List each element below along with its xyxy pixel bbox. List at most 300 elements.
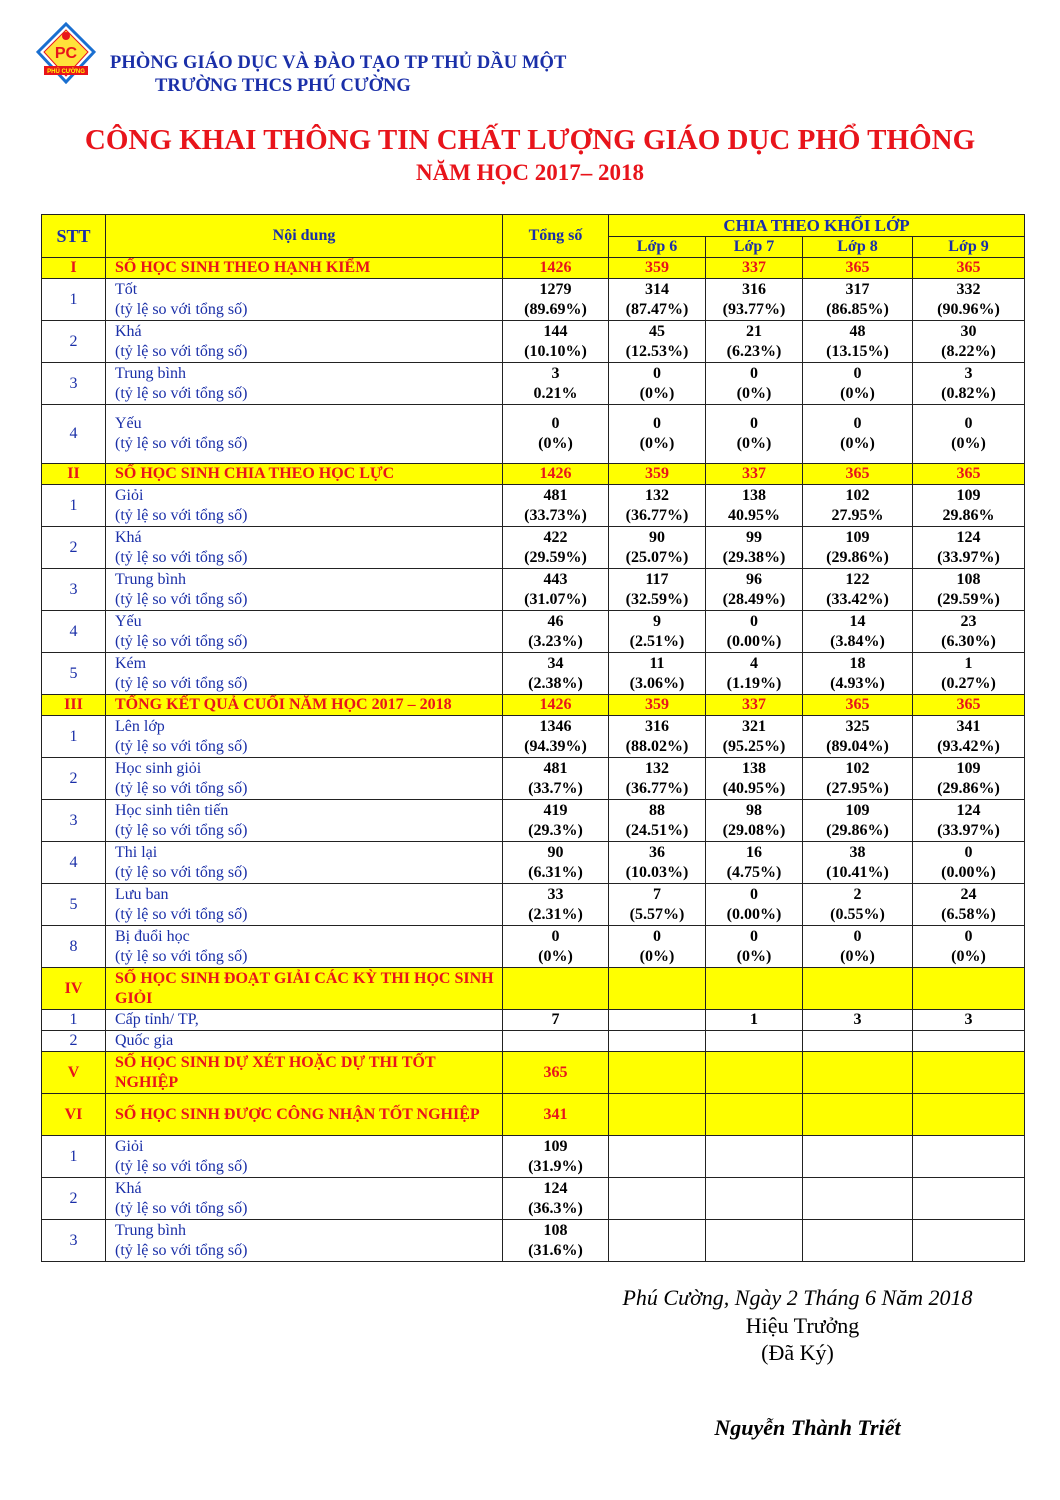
row-grade-8-text: (29.86%) [826, 821, 889, 839]
row-grade-9-text: 23 [960, 612, 977, 630]
row-grade-9-text: 29.86% [942, 506, 995, 524]
row-grade-7 [706, 1178, 803, 1220]
row-label-text: SỐ HỌC SINH CHIA THEO HỌC LỰC [115, 465, 395, 482]
row-total-text: 443 [543, 570, 568, 588]
row-total-text: 481 [543, 759, 568, 777]
row-grade-7-text: 0 [750, 927, 758, 945]
row-grade-7 [706, 758, 803, 800]
row-grade-9-text: 332 [956, 280, 981, 298]
row-total-text: (31.9%) [528, 1157, 583, 1175]
row-label-text: (tỷ lệ so với tổng số) [115, 548, 248, 566]
row-label [106, 716, 503, 758]
row-stt [42, 653, 106, 695]
row-grade-8 [803, 363, 913, 405]
row-grade-6-text: 359 [645, 465, 669, 482]
row-grade-9 [913, 884, 1025, 926]
row-grade-8-text: 122 [845, 570, 870, 588]
signature-status: (Đã Ký) [761, 1340, 834, 1365]
row-grade-7 [706, 842, 803, 884]
row-grade-7-text: (29.08%) [722, 821, 786, 839]
row-label-text: (tỷ lệ so với tổng số) [115, 1241, 248, 1259]
row-grade-9 [913, 569, 1025, 611]
row-total [503, 1178, 609, 1220]
row-grade-8-text: (86.85%) [826, 300, 889, 318]
row-stt-text: 2 [69, 1189, 78, 1207]
row-grade-8-text: (3.84%) [830, 632, 885, 650]
row-stt-text: 1 [69, 496, 78, 514]
row-total-text: (31.07%) [524, 590, 587, 608]
row-grade-8 [803, 716, 913, 758]
row-grade-6-text: (5.57%) [629, 905, 685, 923]
row-stt [42, 321, 106, 363]
row-label-text: (tỷ lệ so với tổng số) [115, 863, 248, 881]
row-grade-9 [913, 405, 1025, 464]
statistics-table [41, 214, 1025, 1262]
row-stt [42, 716, 106, 758]
row-total-text: 422 [543, 528, 568, 546]
row-grade-9 [913, 611, 1025, 653]
row-grade-7 [706, 569, 803, 611]
row-grade-6-text: (87.47%) [625, 300, 689, 318]
row-grade-7 [706, 884, 803, 926]
row-grade-7-text: 138 [742, 759, 766, 777]
row-total-text: 1426 [539, 259, 572, 276]
row-grade-6 [609, 485, 706, 527]
row-grade-6 [609, 926, 706, 968]
row-label [106, 1052, 503, 1094]
row-total-text: 33 [547, 885, 564, 903]
row-stt [42, 258, 106, 279]
row-grade-6 [609, 1094, 706, 1136]
row-total [503, 716, 609, 758]
row-grade-7 [706, 1094, 803, 1136]
row-grade-6-text: 36 [649, 843, 665, 861]
row-label-text: (tỷ lệ so với tổng số) [115, 947, 248, 965]
row-grade-8-text: 38 [849, 843, 866, 861]
row-total [503, 527, 609, 569]
row-grade-7-text: (95.25%) [722, 737, 786, 755]
row-grade-6-text: 11 [649, 654, 665, 672]
row-grade-8 [803, 527, 913, 569]
row-label [106, 485, 503, 527]
row-stt-text: 1 [69, 727, 78, 745]
table-header-row-1 [42, 215, 1025, 237]
row-grade-7 [706, 800, 803, 842]
row-label-text: Khá [115, 1179, 142, 1197]
row-label [106, 405, 503, 464]
row-stt [42, 1031, 106, 1052]
signature-date: Phú Cường, Ngày 2 Tháng 6 Năm 2018 [622, 1285, 973, 1310]
row-stt-text: 8 [69, 937, 78, 955]
row-label [106, 279, 503, 321]
row-total-text: 0 [551, 927, 560, 945]
row-total [503, 653, 609, 695]
row-grade-6 [609, 611, 706, 653]
row-grade-8-text: (13.15%) [826, 342, 889, 360]
row-grade-8-text: (33.42%) [826, 590, 889, 608]
row-grade-6 [609, 1052, 706, 1094]
row-grade-9 [913, 1178, 1025, 1220]
row-total-text: 341 [543, 1105, 568, 1123]
row-grade-6-text: 0 [653, 364, 661, 382]
row-total-text: (2.38%) [528, 674, 583, 692]
row-grade-8 [803, 884, 913, 926]
row-grade-6-text: 0 [653, 415, 661, 432]
section-row [42, 968, 1025, 1010]
table-row [42, 758, 1025, 800]
row-grade-8 [803, 926, 913, 968]
row-stt [42, 1010, 106, 1031]
row-grade-8-text: 102 [845, 486, 870, 504]
row-stt-text: 2 [69, 332, 78, 350]
row-grade-6-text: (3.06%) [629, 674, 685, 692]
row-grade-7-text: 0 [750, 415, 758, 432]
row-label-text: (tỷ lệ so với tổng số) [115, 674, 248, 692]
row-grade-9-text: (0%) [951, 435, 986, 452]
signature-name: Nguyễn Thành Triết [714, 1415, 901, 1440]
row-stt-text: 2 [69, 1032, 78, 1049]
logo-text: PHÚ CƯỜNG [47, 69, 85, 75]
table-row [42, 279, 1025, 321]
row-grade-8-text: (0%) [840, 947, 875, 965]
row-stt-text: I [70, 259, 77, 276]
row-grade-6-text: (2.51%) [629, 632, 685, 650]
row-label-text: Trung bình [115, 1221, 186, 1239]
row-grade-6 [609, 968, 706, 1010]
row-stt-text: 3 [69, 1231, 78, 1249]
table-row [42, 1136, 1025, 1178]
row-stt-text: 4 [69, 853, 78, 871]
row-total [503, 464, 609, 485]
row-grade-9 [913, 1094, 1025, 1136]
org-line-1: PHÒNG GIÁO DỤC VÀ ĐÀO TẠO TP THỦ DẦU MỘT [110, 53, 567, 73]
row-grade-6-text: (88.02%) [625, 737, 689, 755]
row-total [503, 842, 609, 884]
row-label-text: (tỷ lệ so với tổng số) [115, 632, 248, 650]
row-label-text: (tỷ lệ so với tổng số) [115, 590, 248, 608]
row-grade-7-text: 4 [750, 654, 758, 672]
row-total-text: (33.7%) [528, 779, 583, 797]
row-grade-6 [609, 758, 706, 800]
row-stt [42, 800, 106, 842]
row-grade-7 [706, 1010, 803, 1031]
row-grade-7 [706, 1220, 803, 1262]
row-total [503, 485, 609, 527]
row-stt-text: 1 [69, 1147, 78, 1165]
row-stt [42, 758, 106, 800]
table-row [42, 1031, 1025, 1052]
row-label-text: Bị đuổi học [115, 927, 190, 945]
row-grade-7-text: (6.23%) [726, 342, 782, 360]
row-stt-text: 1 [69, 290, 78, 308]
row-grade-8 [803, 1052, 913, 1094]
row-stt [42, 968, 106, 1010]
row-total-text: 34 [547, 654, 564, 672]
row-label [106, 527, 503, 569]
row-total [503, 279, 609, 321]
document-title: CÔNG KHAI THÔNG TIN CHẤT LƯỢNG GIÁO DỤC PHỔ THÔNG [84, 124, 976, 156]
row-grade-9-text: (29.86%) [937, 779, 1000, 797]
row-grade-6-text: (36.77%) [625, 506, 689, 524]
row-grade-9-text: 365 [956, 696, 981, 713]
row-total-text: 1279 [539, 280, 572, 298]
row-total-text: 46 [547, 612, 564, 630]
row-label [106, 1010, 503, 1031]
row-grade-6-text: 90 [649, 528, 665, 546]
row-stt-text: 4 [69, 425, 78, 442]
row-grade-8 [803, 1220, 913, 1262]
row-grade-7-text: 138 [742, 486, 766, 504]
row-grade-6-text: (0%) [639, 947, 675, 965]
row-grade-7 [706, 405, 803, 464]
row-grade-8-text: 3 [853, 1011, 862, 1028]
row-total [503, 758, 609, 800]
row-grade-8-text: (0%) [840, 435, 875, 452]
row-grade-9-text: 30 [960, 322, 977, 340]
row-grade-9-text: 365 [956, 465, 981, 482]
row-grade-8-text: 102 [845, 759, 870, 777]
section-row [42, 1094, 1025, 1136]
row-label-text: Kém [115, 654, 147, 672]
row-label-text: (tỷ lệ so với tổng số) [115, 905, 248, 923]
row-grade-9 [913, 695, 1025, 716]
table-row [42, 485, 1025, 527]
row-grade-7 [706, 464, 803, 485]
row-total-text: (2.31%) [528, 905, 583, 923]
row-label-text: Yếu [115, 612, 142, 630]
row-grade-7-text: 0 [750, 364, 758, 382]
row-stt-text: 3 [69, 580, 78, 598]
row-grade-8 [803, 1094, 913, 1136]
row-grade-7-text: 96 [746, 570, 762, 588]
row-grade-7-text: (0.00%) [726, 632, 782, 650]
row-total-text: 0.21% [533, 384, 578, 402]
row-label-text: Trung bình [115, 570, 186, 588]
row-grade-9-text: (0%) [951, 947, 986, 965]
row-grade-9 [913, 800, 1025, 842]
row-label [106, 695, 503, 716]
row-label [106, 363, 503, 405]
row-grade-8-text: 365 [845, 465, 870, 482]
row-total-text: 144 [543, 322, 568, 340]
row-total [503, 569, 609, 611]
row-grade-9 [913, 1031, 1025, 1052]
row-label [106, 1031, 503, 1052]
row-grade-8-text: 0 [853, 364, 862, 382]
row-grade-9-text: 365 [956, 259, 981, 276]
row-grade-8 [803, 321, 913, 363]
row-stt-text: 2 [69, 769, 78, 787]
row-total-text: (89.69%) [524, 300, 587, 318]
row-grade-7-text: 337 [742, 465, 766, 482]
row-total [503, 884, 609, 926]
row-grade-8 [803, 405, 913, 464]
row-grade-8-text: 109 [845, 801, 870, 819]
row-label [106, 1178, 503, 1220]
row-stt-text: II [67, 465, 80, 482]
row-grade-8-text: (27.95%) [826, 779, 889, 797]
row-grade-8 [803, 1031, 913, 1052]
row-grade-6 [609, 716, 706, 758]
row-grade-6 [609, 1031, 706, 1052]
row-grade-7-text: 98 [746, 801, 762, 819]
row-grade-9-text: 108 [956, 570, 981, 588]
row-label-text: Cấp tỉnh/ TP, [115, 1011, 199, 1028]
row-grade-7 [706, 1031, 803, 1052]
row-grade-6-text: 314 [645, 280, 669, 298]
row-grade-8-text: (4.93%) [830, 674, 885, 692]
row-grade-7-text: (93.77%) [722, 300, 786, 318]
row-stt [42, 884, 106, 926]
row-grade-6-text: 45 [649, 322, 665, 340]
row-label-text: Khá [115, 322, 142, 340]
row-total-text: 0 [551, 415, 560, 432]
row-label-text: Lưu ban [115, 885, 169, 903]
row-label-text: Tốt [115, 280, 138, 298]
row-grade-9-text: 109 [956, 486, 981, 504]
header-grade-7: Lớp 7 [706, 237, 803, 258]
row-grade-9-text: (0.27%) [941, 674, 996, 692]
row-label-text: (tỷ lệ so với tổng số) [115, 384, 248, 402]
row-stt-text: III [64, 696, 83, 713]
row-label [106, 1094, 503, 1136]
row-grade-7 [706, 1136, 803, 1178]
row-grade-8 [803, 695, 913, 716]
table-row [42, 1178, 1025, 1220]
row-total-text: 1346 [539, 717, 572, 735]
row-grade-6-text: (24.51%) [625, 821, 689, 839]
row-grade-9 [913, 968, 1025, 1010]
row-grade-6 [609, 695, 706, 716]
row-grade-9-text: (90.96%) [937, 300, 1000, 318]
row-grade-9 [913, 926, 1025, 968]
row-grade-6 [609, 884, 706, 926]
row-stt-text: 1 [69, 1011, 78, 1028]
row-grade-7-text: (29.38%) [722, 548, 786, 566]
row-label-text: Thi lại [115, 843, 158, 861]
row-grade-6 [609, 569, 706, 611]
row-grade-8-text: 2 [853, 885, 862, 903]
row-grade-8 [803, 569, 913, 611]
row-grade-6-text: (25.07%) [625, 548, 689, 566]
row-label-text: (tỷ lệ so với tổng số) [115, 506, 248, 524]
row-grade-7-text: 0 [750, 885, 758, 903]
row-grade-9 [913, 653, 1025, 695]
row-total-text: 108 [543, 1221, 568, 1239]
section-row [42, 1052, 1025, 1094]
row-grade-9 [913, 758, 1025, 800]
row-grade-6 [609, 279, 706, 321]
row-grade-7-text: 337 [742, 696, 766, 713]
row-label [106, 884, 503, 926]
row-total [503, 258, 609, 279]
row-grade-9 [913, 279, 1025, 321]
row-stt-text: 5 [69, 664, 78, 682]
row-total-text: (0%) [538, 947, 573, 965]
row-grade-6 [609, 1136, 706, 1178]
row-grade-7 [706, 926, 803, 968]
row-grade-9-text: (0.00%) [941, 863, 996, 881]
section-row [42, 464, 1025, 485]
row-grade-6-text: 0 [653, 927, 661, 945]
row-grade-6 [609, 653, 706, 695]
row-grade-8-text: 0 [853, 415, 862, 432]
row-label-text: (tỷ lệ so với tổng số) [115, 737, 248, 755]
row-total [503, 611, 609, 653]
row-total-text: (6.31%) [528, 863, 583, 881]
row-label-text: Lên lớp [115, 717, 165, 735]
row-grade-9-text: 24 [960, 885, 977, 903]
row-total-text: (29.59%) [524, 548, 587, 566]
row-stt [42, 926, 106, 968]
row-stt-text: 2 [69, 538, 78, 556]
row-grade-8-text: 325 [845, 717, 870, 735]
row-stt-text: IV [64, 979, 83, 997]
row-label-text: (tỷ lệ so với tổng số) [115, 300, 248, 318]
row-grade-8-text: (89.04%) [826, 737, 889, 755]
row-label-text: (tỷ lệ so với tổng số) [115, 1157, 248, 1175]
row-grade-6 [609, 321, 706, 363]
row-grade-6 [609, 363, 706, 405]
row-grade-9 [913, 842, 1025, 884]
row-total [503, 321, 609, 363]
row-label-text: SỐ HỌC SINH DỰ XÉT HOẶC DỰ THI TỐT NGHIỆP [115, 1053, 436, 1091]
row-grade-8-text: (10.41%) [826, 863, 889, 881]
row-grade-9 [913, 1010, 1025, 1031]
row-grade-7 [706, 321, 803, 363]
row-total-text: (33.73%) [524, 506, 587, 524]
row-grade-8-text: (29.86%) [826, 548, 889, 566]
row-total-text: 365 [543, 1063, 568, 1081]
row-stt [42, 405, 106, 464]
row-label-text: Giỏi [115, 1137, 144, 1155]
row-grade-7-text: (4.75%) [726, 863, 782, 881]
row-grade-9-text: 0 [964, 927, 973, 945]
header-content: Nội dung [106, 215, 503, 258]
row-grade-7-text: (28.49%) [722, 590, 786, 608]
row-total-text: 109 [543, 1137, 568, 1155]
row-label-text: TỔNG KẾT QUẢ CUỐI NĂM HỌC 2017 – 2018 [115, 696, 452, 713]
header-grade-9: Lớp 9 [913, 237, 1025, 258]
row-grade-7 [706, 653, 803, 695]
row-stt [42, 1052, 106, 1094]
header-total: Tổng số [503, 215, 609, 258]
row-grade-7-text: 316 [742, 280, 766, 298]
row-label [106, 926, 503, 968]
row-grade-7 [706, 279, 803, 321]
row-total-text: 1426 [539, 465, 572, 482]
row-grade-6-text: (36.77%) [625, 779, 689, 797]
row-grade-9-text: (6.30%) [941, 632, 996, 650]
header-stt: STT [42, 215, 106, 258]
row-grade-7-text: (0%) [736, 384, 772, 402]
row-stt [42, 464, 106, 485]
row-label-text: Khá [115, 528, 142, 546]
row-label-text: (tỷ lệ so với tổng số) [115, 435, 248, 452]
table-row [42, 1010, 1025, 1031]
row-stt [42, 695, 106, 716]
row-grade-7-text: (0.00%) [726, 905, 782, 923]
row-stt-text: 4 [69, 622, 78, 640]
row-label [106, 569, 503, 611]
row-grade-7 [706, 363, 803, 405]
row-stt-text: V [67, 1063, 80, 1081]
row-grade-9 [913, 363, 1025, 405]
row-grade-6 [609, 1010, 706, 1031]
row-label-text: (tỷ lệ so với tổng số) [115, 1199, 248, 1217]
row-grade-9 [913, 1220, 1025, 1262]
table-row [42, 800, 1025, 842]
